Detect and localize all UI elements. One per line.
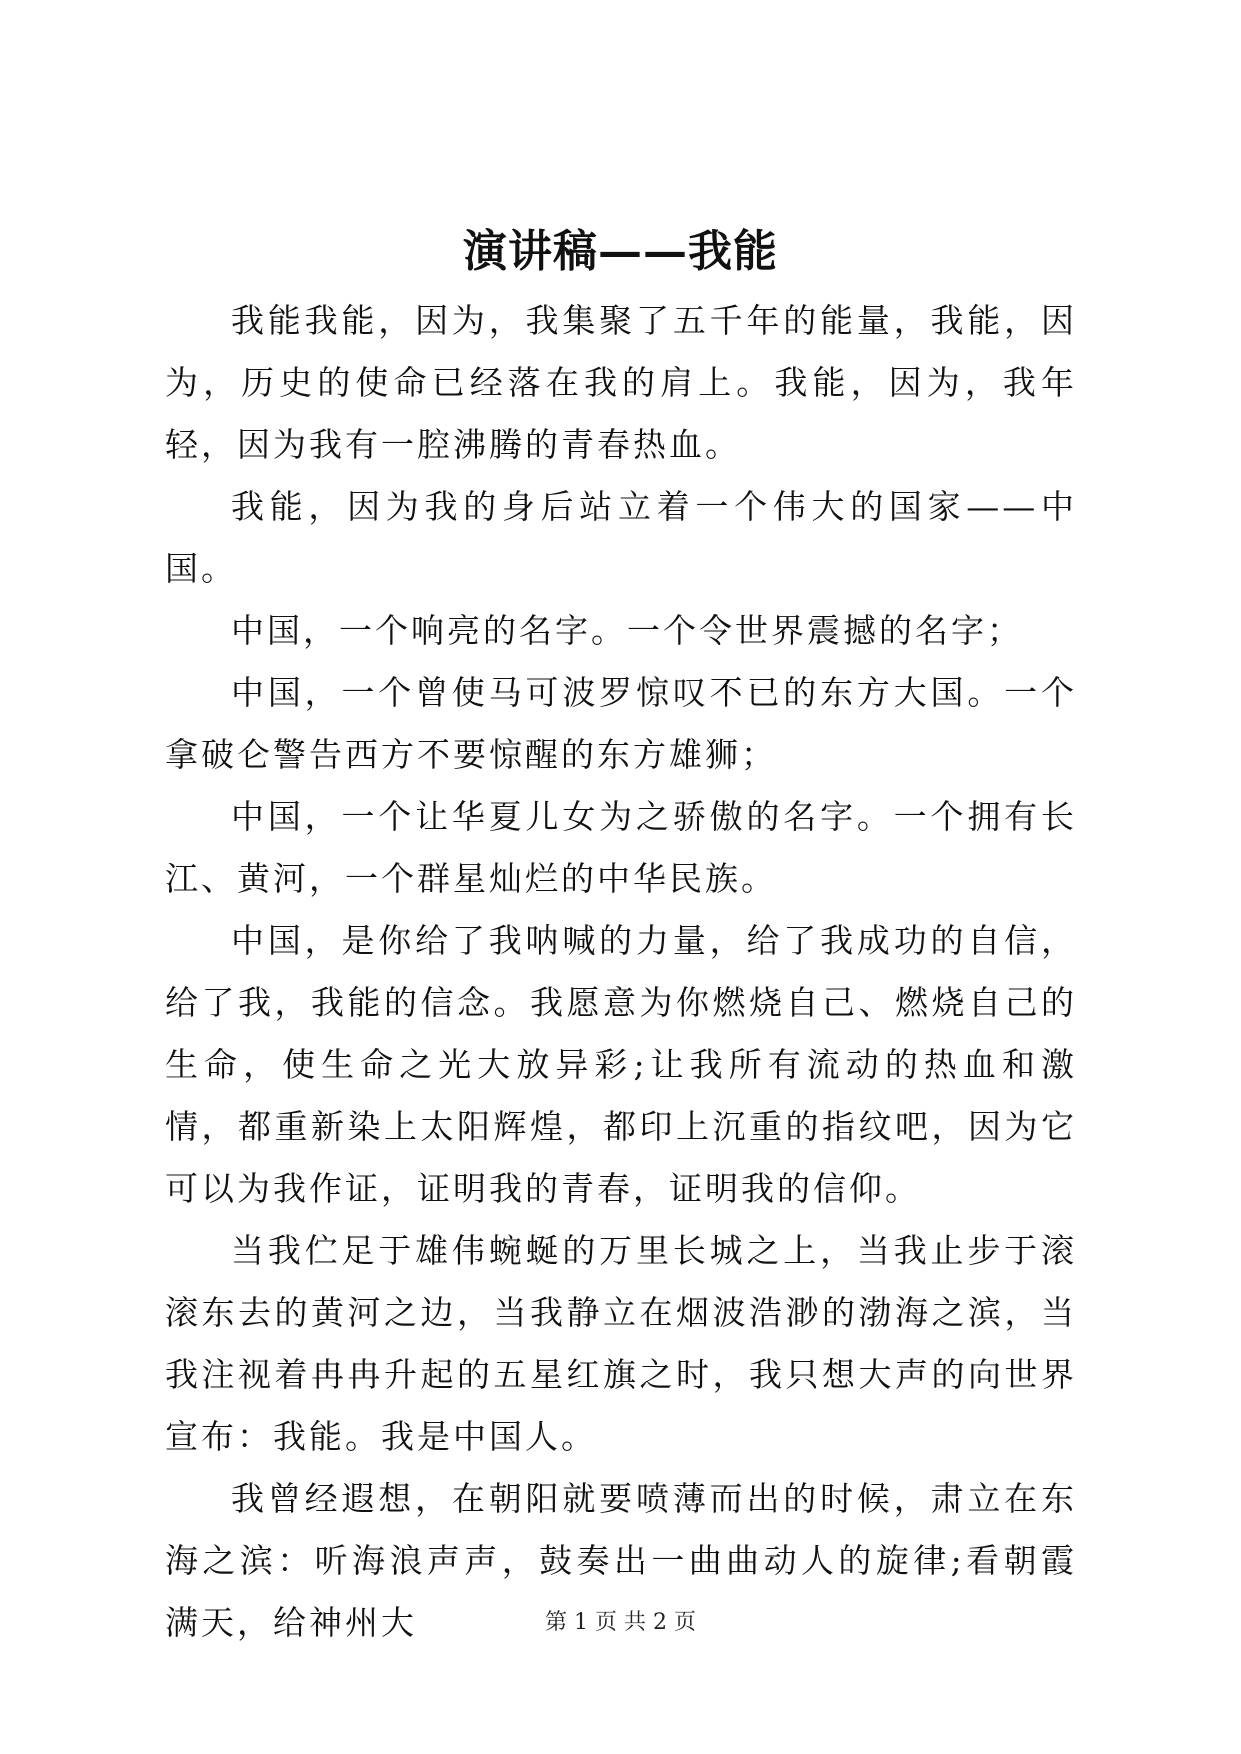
document-body: [165, 290, 1077, 1654]
page-number-footer: 第 1 页 共 2 页: [545, 1610, 696, 1635]
paragraph: 中国，一个曾使马可波罗惊叹不已的东方大国。一个拿破仑警告西方不要惊醒的东方雄狮；: [165, 673, 1077, 774]
paragraph: 中国，一个让华夏儿女为之骄傲的名字。一个拥有长江、黄河，一个群星灿烂的中华民族。: [165, 797, 1077, 898]
paragraph: 我能我能，因为，我集聚了五千年的能量，我能，因为，历史的使命已经落在我的肩上。我能，因为，我年轻，因为我有一腔沸腾的青春热血。: [165, 301, 1077, 464]
document-title: 演讲稿——我能: [463, 226, 778, 277]
paragraph: 中国，一个响亮的名字。一个令世界震撼的名字；: [231, 611, 1023, 650]
paragraph: 我曾经遐想，在朝阳就要喷薄而出的时候，肃立在东海之滨：听海浪声声，鼓奏出一曲曲动人的旋律;看朝霞满天，给神州大: [165, 1479, 1077, 1642]
paragraph: 中国，是你给了我呐喊的力量，给了我成功的自信，给了我，我能的信念。我愿意为你燃烧自己、燃烧自己的生命，使生命之光大放异彩;让我所有流动的热血和激情，都重新染上太阳辉煌，都印上沉重的指纹吧，因为它可以为我作证，证明我的青春，证明我的信仰。: [165, 921, 1077, 1208]
paragraph: 当我伫足于雄伟蜿蜒的万里长城之上，当我止步于滚滚东去的黄河之边，当我静立在烟波浩渺的渤海之滨，当我注视着冉冉升起的五星红旗之时，我只想大声的向世界宣布：我能。我是中国人。: [165, 1231, 1077, 1456]
paragraph: 我能，因为我的身后站立着一个伟大的国家——中国。: [165, 487, 1077, 588]
